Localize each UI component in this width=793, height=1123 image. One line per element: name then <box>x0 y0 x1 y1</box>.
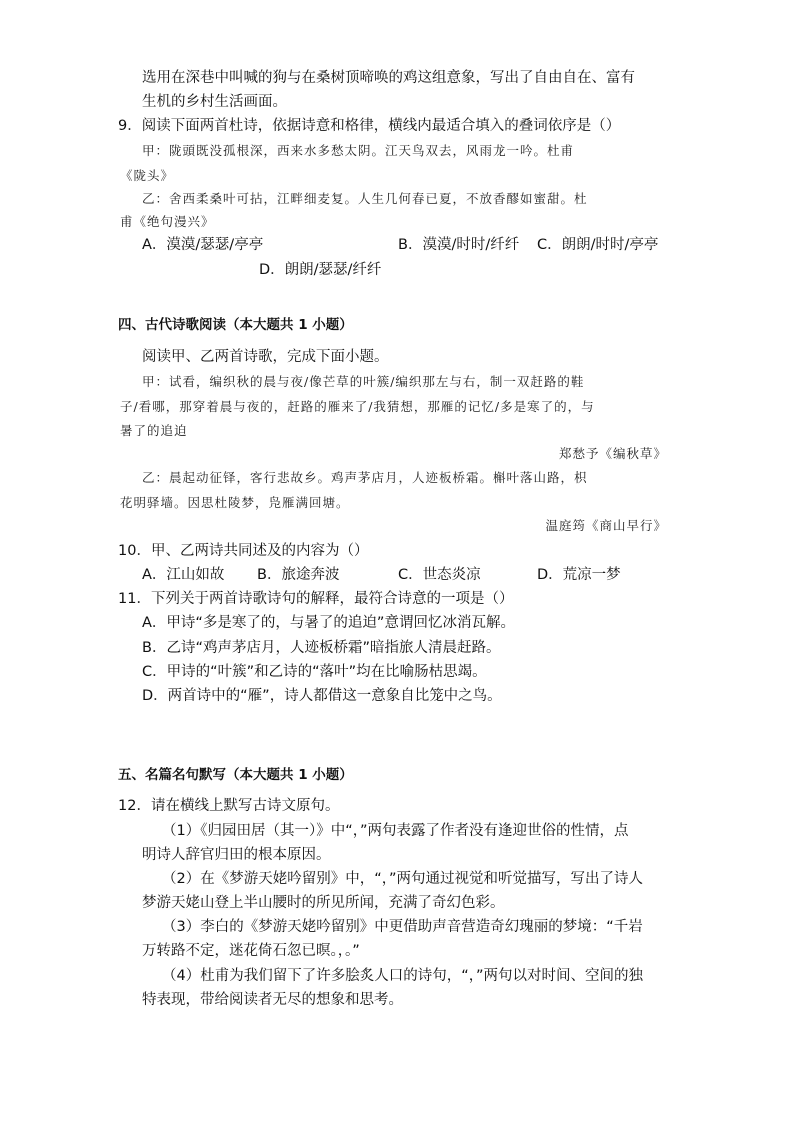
q10-option-a: A．江山如故 <box>142 567 225 583</box>
section-5-title: 五、名篇名句默写（本大题共 1 小题） <box>118 767 353 783</box>
q9-poem-a-line-2: 《陇头》 <box>120 168 175 183</box>
q11-option-b: B．乙诗“鸡声茅店月，人迹板桥霜”暗指旅人清晨赶路。 <box>142 640 501 656</box>
poem-jia-line-2: 子/看哪，那穿着晨与夜的，赶路的雁来了/我猜想，那雁的记忆/多是寒了的，与 <box>120 399 595 414</box>
poem-yi-author: 温庭筠《商山早行》 <box>545 518 667 533</box>
q12-item-3-line-2: 万转路不定，迷花倚石忽已暝。，。” <box>142 943 360 959</box>
q9-option-a: A．漠漠/瑟瑟/亭亭 <box>142 237 264 253</box>
q11-option-c: C．甲诗的“叶簇”和乙诗的“落叶”均在比喻肠枯思竭。 <box>142 664 487 680</box>
q12-item-4-line-1: （4）杜甫为我们留下了许多脍炙人口的诗句，“，”两句以对时间、空间的独 <box>162 968 643 984</box>
section-4-instruction: 阅读甲、乙两首诗歌，完成下面小题。 <box>142 349 389 365</box>
q11-option-a: A．甲诗“多是寒了的，与暑了的追迫”意谓回忆冰消瓦解。 <box>142 615 515 631</box>
q10-stem: 10．甲、乙两诗共同述及的内容为（） <box>118 543 369 559</box>
poem-yi-line-2: 花明驿墙。因思杜陵梦，凫雁满回塘。 <box>120 495 350 510</box>
q12-item-4-line-2: 特表现，带给阅读者无尽的想象和思考。 <box>142 992 403 1008</box>
q9-option-c: C．朗朗/时时/亭亭 <box>537 237 659 253</box>
q9-stem: 9．阅读下面两首杜诗，依据诗意和格律，横线内最适合填入的叠词依序是（） <box>118 118 621 134</box>
poem-jia-line-1: 甲：试看，编织秋的晨与夜/像芒草的叶簇/编织那左与右，制一双赶路的鞋 <box>142 374 585 389</box>
q9-poem-b-line-2: 甫《绝句漫兴》 <box>120 214 215 229</box>
q10-option-d: D．荒凉一梦 <box>537 567 621 583</box>
q12-item-3-line-1: （3）李白的《梦游天姥吟留别》中更借助声音营造奇幻瑰丽的梦境：“千岩 <box>162 919 643 935</box>
q12-item-1-line-1: （1）《归园田居（其一）》中“，”两句表露了作者没有逢迎世俗的性情，点 <box>162 823 629 839</box>
q12-item-2-line-1: （2）在《梦游天姥吟留别》中，“，”两句通过视觉和听觉描写，写出了诗人 <box>162 871 643 887</box>
poem-yi-line-1: 乙：晨起动征铎，客行悲故乡。鸡声茅店月，人迹板桥霜。槲叶落山路，枳 <box>142 470 588 485</box>
q11-option-d: D．两首诗中的“雁”，诗人都借这一意象自比笼中之鸟。 <box>142 688 502 704</box>
section-4-title: 四、古代诗歌阅读（本大题共 1 小题） <box>118 317 353 333</box>
q9-poem-b-line-1: 乙：舍西柔桑叶可拈，江畔细麦复。人生几何春已夏，不放香醪如蜜甜。杜 <box>142 191 588 206</box>
q11-stem: 11．下列关于两首诗歌诗句的解释，最符合诗意的一项是（） <box>118 591 514 607</box>
q9-option-d: D．朗朗/瑟瑟/纤纤 <box>259 262 382 278</box>
intro-line-1: 选用在深巷中叫喊的狗与在桑树顶啼唤的鸡这组意象，写出了自由自在、富有 <box>142 70 635 86</box>
intro-line-2: 生机的乡村生活画面。 <box>142 94 287 110</box>
q9-option-b: B．漠漠/时时/纤纤 <box>398 237 520 253</box>
poem-jia-author: 郑愁予《编秋草》 <box>558 446 667 461</box>
q10-option-b: B．旅途奔波 <box>257 567 340 583</box>
q9-poem-a-line-1: 甲：陇頭既没孤根深，西来水多愁太阴。江天鸟双去，风雨龙一吟。杜甫 <box>142 143 575 158</box>
q12-stem: 12．请在横线上默写古诗文原句。 <box>118 798 340 814</box>
q12-item-1-line-2: 明诗人辞官归田的根本原因。 <box>142 847 331 863</box>
q10-option-c: C．世态炎凉 <box>398 567 481 583</box>
q12-item-2-line-2: 梦游天姥山登上半山腰时的所见所闻，充满了奇幻色彩。 <box>142 895 505 911</box>
poem-jia-line-3: 暑了的追迫 <box>120 423 188 438</box>
